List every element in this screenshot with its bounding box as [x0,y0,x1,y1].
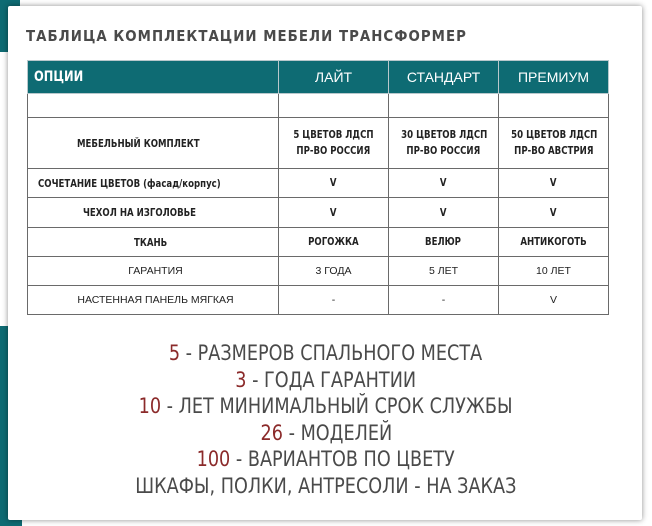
table-cell: 5 ЛЕТ [389,257,499,286]
fact-text: ШКАФЫ, ПОЛКИ, АНТРЕСОЛИ - НА ЗАКАЗ [135,473,517,498]
table-cell: V [499,169,609,198]
table-cell [389,94,499,118]
table-cell [499,94,609,118]
facts-list [0,340,652,499]
fact-text: - ГОДА ГАРАНТИИ [246,367,417,392]
row-label: СОЧЕТАНИЕ ЦВЕТОВ (фасад/корпус) [28,169,279,198]
table-cell: - [389,286,499,315]
table-cell: - [279,286,389,315]
fact-text: - ЛЕТ МИНИМАЛЬНЫЙ СРОК СЛУЖБЫ [161,394,513,418]
fact-number: 26 [260,420,283,445]
table-row-furniture-set [28,118,609,169]
table-cell: 30 ЦВЕТОВ ЛДСП ПР-ВО РОССИЯ [389,118,499,169]
fact-number: 100 [196,447,231,471]
table-cell: V [389,198,499,228]
table-header-row [28,61,609,94]
fact-text: - РАЗМЕРОВ СПАЛЬНОГО МЕСТА [180,341,483,365]
row-label: ГАРАНТИЯ [28,257,279,286]
table-row-wall-panel [28,286,609,315]
column-header-standard: СТАНДАРТ [389,61,499,94]
page-title: ТАБЛИЦА КОМПЛЕКТАЦИИ МЕБЕЛИ ТРАНСФОРМЕР [26,27,467,45]
row-label: ТКАНЬ [28,228,279,257]
table-cell: V [279,198,389,228]
column-header-options: ОПЦИИ [28,61,279,94]
comparison-table [27,60,609,315]
fact-models [0,420,652,447]
table-cell: V [279,169,389,198]
table-row-fabric [28,228,609,257]
table-cell: ВЕЛЮР [389,228,499,257]
table-cell: V [389,169,499,198]
fact-number: 10 [139,394,162,418]
table-row-color-combination [28,169,609,198]
row-label: МЕБЕЛЬНЫЙ КОМПЛЕКТ [28,118,279,169]
column-header-premium: ПРЕМИУМ [499,61,609,94]
fact-text: - МОДЕЛЕЙ [282,420,392,445]
row-label: НАСТЕННАЯ ПАНЕЛЬ МЯГКАЯ [28,286,279,315]
fact-warranty-years [0,367,652,394]
table-cell: РОГОЖКА [279,228,389,257]
fact-custom-order [0,473,652,500]
fact-color-variants [0,446,652,473]
table-cell: 5 ЦВЕТОВ ЛДСП ПР-ВО РОССИЯ [279,118,389,169]
fact-number: 5 [169,341,181,365]
table-row-headboard-cover [28,198,609,228]
fact-service-life [0,393,652,420]
fact-text: - ВАРИАНТОВ ПО ЦВЕТУ [230,447,456,471]
table-cell: АНТИКОГОТЬ [499,228,609,257]
table-cell [279,94,389,118]
table-row-empty [28,94,609,118]
fact-number: 3 [235,367,247,392]
column-header-lite: ЛАЙТ [279,61,389,94]
table-cell: V [499,286,609,315]
table-cell: 10 ЛЕТ [499,257,609,286]
fact-sleep-sizes [0,340,652,367]
table-cell: 50 ЦВЕТОВ ЛДСП ПР-ВО АВСТРИЯ [499,118,609,169]
table-cell: V [499,198,609,228]
row-label [28,94,279,118]
table-row-warranty [28,257,609,286]
row-label: ЧЕХОЛ НА ИЗГОЛОВЬЕ [28,198,279,228]
table-cell: 3 ГОДА [279,257,389,286]
